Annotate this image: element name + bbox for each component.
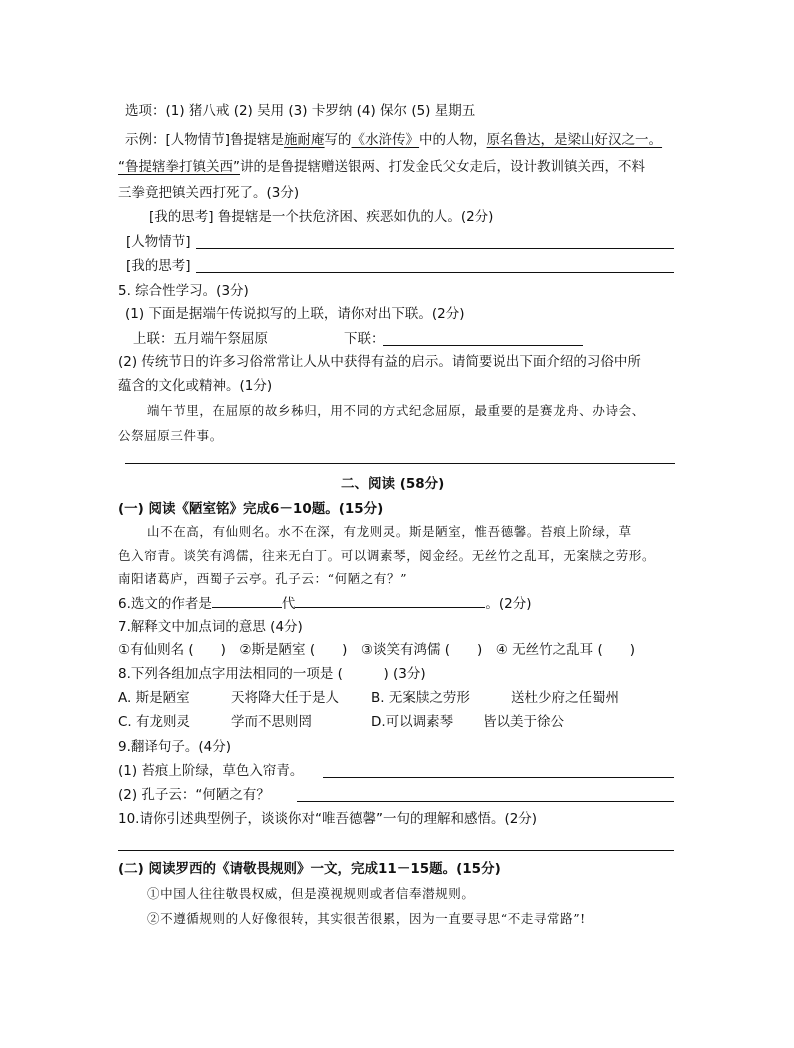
options-line: 选项：(1) 猪八戒 (2) 吴用 (3) 卡罗纳 (4) 保尔 (5) 星期五 — [125, 103, 476, 119]
example-rest: 讲的是鲁提辖赠送银两、打发金氏父女走后，设计教训镇关西，不料 — [240, 159, 645, 175]
answer-think-label: [我的思考] — [126, 258, 191, 274]
answer-plot-label: [人物情节] — [126, 234, 191, 250]
q8-option-c: C. 有龙则灵 — [118, 714, 191, 730]
example-underlined-title: “鲁提辖拳打镇关西” — [118, 159, 240, 175]
q5-title: 5. 综合性学习。(3分) — [118, 283, 249, 299]
answer-plot-line[interactable] — [196, 248, 674, 249]
q8-option-d-pair: 皆以美于徐公 — [483, 714, 564, 730]
loushiming-line-3: 南阳诸葛庐，西蜀子云亭。孔子云：“何陋之有？” — [118, 571, 408, 586]
q5-lower-label: 下联： — [344, 331, 385, 347]
example-mid: 写的 — [324, 132, 352, 148]
q5-upper-couplet: 上联：五月端午祭屈原 — [133, 331, 268, 347]
part-2-paragraph-1: ①中国人往往敬畏权威，但是漠视规则或者信奉潜规则。 — [147, 886, 475, 901]
q5-sub1: (1) 下面是据端午传说拟写的上联，请你对出下联。(2分) — [125, 306, 465, 322]
q6-author-blank[interactable] — [295, 593, 485, 608]
q8-option-d: D.可以调素琴 — [371, 714, 454, 730]
q8-title: 8.下列各组加点字用法相同的一项是 ( ) (3分) — [118, 666, 426, 682]
example-prefix: 示例：[人物情节]鲁提辖是 — [125, 132, 285, 148]
q6-dynasty-suffix: 代 — [281, 596, 296, 612]
example-thinking: [我的思考] 鲁提辖是一个扶危济困、疾恶如仇的人。(2分) — [149, 209, 494, 225]
q6-dynasty-blank[interactable] — [212, 593, 282, 608]
q9-item-2: (2) 孔子云：“何陋之有？ — [118, 787, 270, 803]
q9-item-1: (1) 苔痕上阶绿，草色入帘青。 — [118, 763, 304, 779]
part-2-title: (二) 阅读罗西的《请敬畏规则》一文，完成11－15题。(15分) — [118, 861, 501, 877]
q9-answer-line-2[interactable] — [297, 801, 674, 802]
q6-score: 。(2分) — [485, 596, 532, 612]
example-tail: 原名鲁达，是梁山好汉之一。 — [486, 132, 663, 148]
answer-think-line[interactable] — [196, 272, 674, 273]
part-1-title: (一) 阅读《陋室铭》完成6－10题。(15分) — [118, 501, 384, 517]
example-line-1 — [125, 130, 662, 150]
example-author: 施耐庵 — [284, 132, 325, 148]
example-line-3: 三拳竟把镇关西打死了。(3分) — [118, 185, 300, 201]
q8-option-c-pair: 学而不思则罔 — [231, 714, 312, 730]
q9-title: 9.翻译句子。(4分) — [118, 739, 232, 755]
q8-option-b: B. 无案牍之劳形 — [371, 690, 470, 706]
q8-option-a: A. 斯是陋室 — [118, 690, 190, 706]
q10-title: 10.请你引述典型例子，谈谈你对“唯吾德馨”一句的理解和感悟。(2分) — [118, 811, 538, 827]
q5-answer-line[interactable] — [125, 463, 675, 464]
q9-answer-line-1[interactable] — [323, 777, 674, 778]
q10-answer-line[interactable] — [118, 850, 674, 851]
part-2-paragraph-2: ②不遵循规则的人好像很转，其实很苦很累，因为一直要寻思“不走寻常路”! — [147, 911, 586, 926]
loushiming-line-1: 山不在高，有仙则名。水不在深，有龙则灵。斯是陋室，惟吾德馨。苔痕上阶绿，草 — [147, 524, 632, 539]
q8-option-a-pair: 天将降大任于是人 — [231, 690, 339, 706]
example-book: 《水浒传》 — [351, 132, 420, 148]
q5-lower-answer-line[interactable] — [383, 345, 583, 346]
q6-prefix: 6.选文的作者是 — [118, 596, 212, 612]
q5-passage-line-2: 公祭屈原三件事。 — [118, 428, 223, 443]
example-line-2 — [118, 157, 645, 177]
loushiming-line-2: 色入帘青。谈笑有鸿儒，往来无白丁。可以调素琴，阅金经。无丝竹之乱耳，无案牍之劳形。 — [118, 548, 656, 563]
section-2-title: 二、阅读 (58分) — [341, 476, 445, 492]
q6-line — [118, 593, 532, 614]
q5-passage-line-1: 端午节里，在屈原的故乡秭归，用不同的方式纪念屈原，最重要的是赛龙舟、办诗会、 — [147, 403, 645, 418]
example-mid2: 中的人物， — [419, 132, 487, 148]
q5-sub2-line-1: (2) 传统节日的许多习俗常常让人从中获得有益的启示。请简要说出下面介绍的习俗中所 — [118, 354, 641, 370]
q5-sub2-line-2: 蕴含的文化或精神。(1分) — [118, 378, 273, 394]
q8-option-b-pair: 送杜少府之任蜀州 — [511, 690, 619, 706]
q7-title: 7.解释文中加点词的意思 (4分) — [118, 619, 303, 635]
q7-items: ①有仙则名 ( ) ②斯是陋室 ( ) ③谈笑有鸿儒 ( ) ④ 无丝竹之乱耳 ( ) — [118, 642, 636, 658]
